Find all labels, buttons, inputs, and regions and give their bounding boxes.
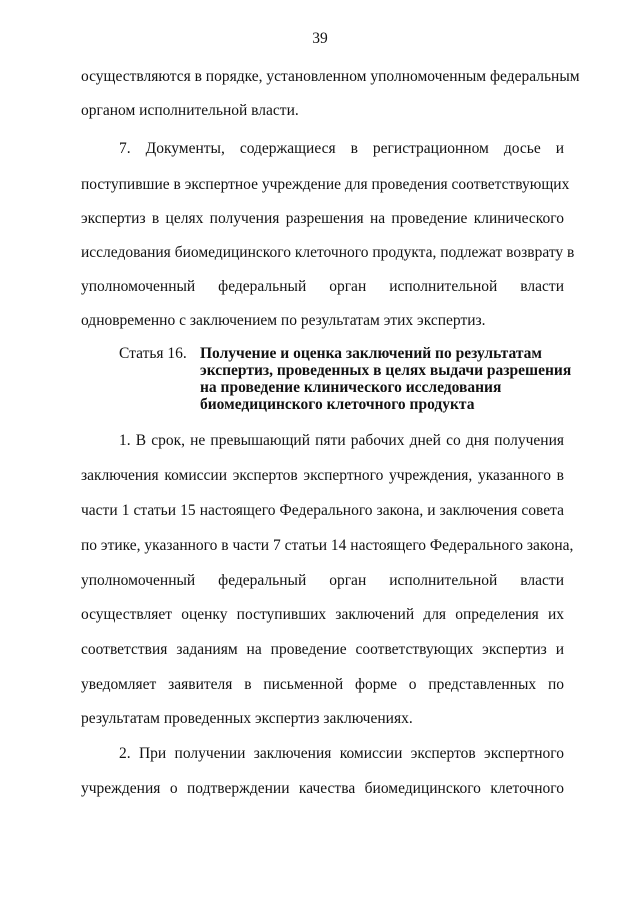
paragraph-2-first-line: 2. При получении заключения комиссии экспертов экспертного [119, 745, 564, 762]
text-line: заключения комиссии экспертов экспертного учреждения, указанного в [81, 467, 564, 484]
paragraph-1-first-line: 1. В срок, не превышающий пяти рабочих дней со дня получения [119, 432, 564, 449]
article-label: Статья 16. [119, 345, 187, 362]
text-line: соответствия заданиям на проведение соответствующих экспертиз и [81, 641, 564, 658]
article-title-line: на проведение клинического исследования [200, 379, 502, 396]
text-line: уполномоченный федеральный орган исполнительной власти [81, 572, 564, 589]
text-line: уведомляет заявителя в письменной форме о представленных по [81, 676, 564, 693]
article-title [200, 345, 570, 413]
text-line: части 1 статьи 15 настоящего Федерального закона, и заключения совета [81, 502, 564, 519]
paragraph-7-first-line: 7. Документы, содержащиеся в регистрационном досье и [119, 140, 564, 157]
article-title-line: экспертиз, проведенных в целях выдачи разрешения [200, 362, 572, 379]
article-title-line: Получение и оценка заключений по результатам [200, 345, 542, 362]
text-line: органом исполнительной власти. [81, 102, 299, 119]
text-line: учреждения о подтверждении качества биомедицинского клеточного [81, 780, 564, 797]
text-line: уполномоченный федеральный орган исполнительной власти [81, 278, 564, 295]
text-line: осуществляются в порядке, установленном уполномоченным федеральным [81, 68, 580, 85]
text-line: осуществляет оценку поступивших заключений для определения их [81, 606, 564, 623]
text-line: экспертиз в целях получения разрешения на проведение клинического [81, 210, 564, 227]
text-line: поступившие в экспертное учреждение для проведения соответствующих [81, 176, 570, 193]
text-line: одновременно с заключением по результатам этих экспертиз. [81, 312, 486, 329]
text-line: исследования биомедицинского клеточного продукта, подлежат возврату в [81, 244, 575, 261]
article-title-line: биомедицинского клеточного продукта [200, 396, 475, 413]
text-line: по этике, указанного в части 7 статьи 14 настоящего Федерального закона, [81, 537, 574, 554]
text-line: результатам проведенных экспертиз заключениях. [81, 710, 413, 727]
page-number: 39 [312, 30, 328, 47]
